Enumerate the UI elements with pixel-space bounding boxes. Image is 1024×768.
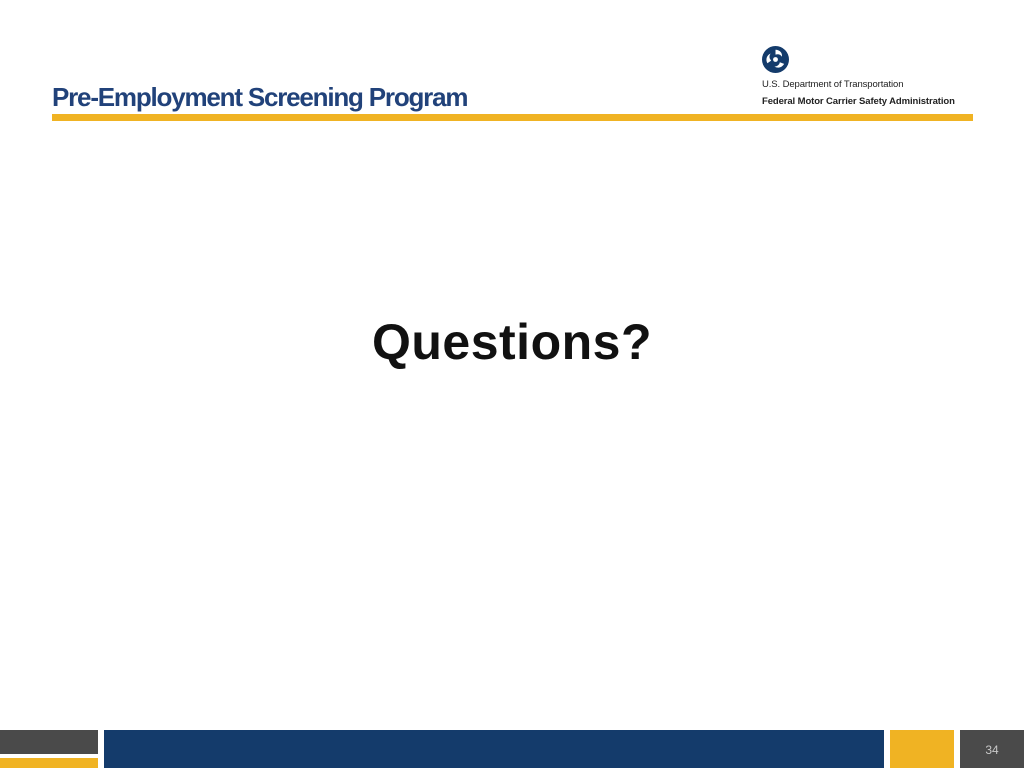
slide-title: Pre-Employment Screening Program bbox=[52, 82, 468, 112]
footer-gold-block bbox=[890, 730, 954, 768]
page-number: 34 bbox=[985, 743, 999, 757]
agency-administration-name: Federal Motor Carrier Safety Administration bbox=[762, 96, 955, 107]
footer-navy-bar bbox=[104, 730, 884, 768]
footer-gray-block-left bbox=[0, 730, 98, 754]
agency-department-name: U.S. Department of Transportation bbox=[762, 79, 904, 90]
header-gold-rule bbox=[52, 114, 973, 121]
usdot-emblem-icon bbox=[762, 46, 789, 73]
questions-heading: Questions? bbox=[371, 314, 653, 370]
footer-gold-strip-left bbox=[0, 758, 98, 768]
agency-logo bbox=[762, 46, 976, 110]
